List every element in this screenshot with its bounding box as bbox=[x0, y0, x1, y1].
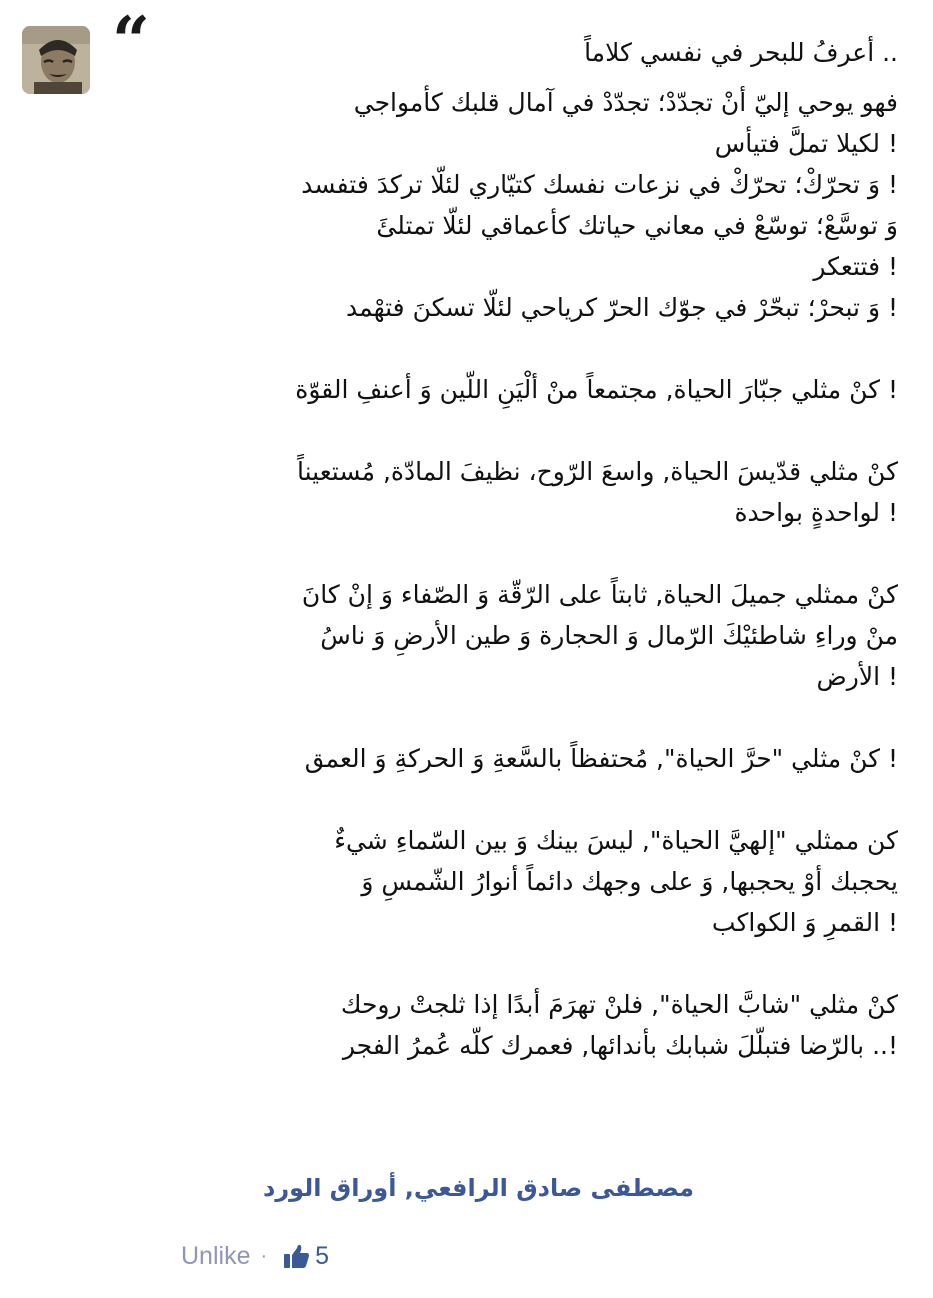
quote-body bbox=[160, 24, 898, 1066]
quote-line: منْ وراءِ شاطئيْكَ الرّمال وَ الحجارة وَ طين الأرضِ وَ ناسُ bbox=[320, 621, 898, 650]
quote-line: كن ممثلي "إلهيَّ الحياة", ليسَ بينك وَ بين السّماءِ شيءٌ bbox=[334, 826, 898, 855]
quote-paragraphs bbox=[160, 82, 898, 1066]
attribution-link[interactable]: مصطفى صادق الرافعي, أوراق الورد bbox=[263, 1174, 694, 1202]
quote-line: يحجبك أوْ يحجبها, وَ على وجهك دائماً أنوارُ الشّمسِ وَ bbox=[361, 867, 898, 896]
quote-paragraph bbox=[160, 738, 898, 779]
quote-line: !.. بالرّضا فتبلّلَ شبابك بأندائها, فعمرك كلّه عُمرُ الفجر bbox=[342, 1031, 898, 1060]
paragraph-gap bbox=[160, 328, 898, 369]
paragraph-gap bbox=[160, 697, 898, 738]
paragraph-gap bbox=[160, 410, 898, 451]
paragraph-gap bbox=[160, 779, 898, 820]
quote-line: ! وَ تبحرْ؛ تبحّرْ في جوّك الحرّ كرياحي لئلّا تسكنَ فتهْمد bbox=[346, 293, 898, 322]
action-separator: · bbox=[260, 1244, 268, 1267]
unlike-button[interactable]: Unlike bbox=[181, 1241, 251, 1270]
quote-paragraph bbox=[160, 369, 898, 410]
avatar[interactable] bbox=[22, 26, 90, 94]
quote-line: ! لواحدةٍ بواحدة bbox=[734, 498, 898, 527]
quote-line: ! لكيلا تملَّ فتيأس bbox=[714, 129, 898, 158]
thumbs-up-icon bbox=[281, 1241, 311, 1271]
paragraph-gap bbox=[160, 533, 898, 574]
quote-line: كنْ مثلي "شابَّ الحياة", فلنْ تهرَمَ أبدًا إذا ثلجتْ روحك bbox=[340, 990, 898, 1019]
quote-line: ! وَ تحرّكْ؛ تحرّكْ في نزعات نفسك كتيّاري لئلّا تركدَ فتفسد bbox=[301, 170, 898, 199]
quote-paragraph bbox=[160, 820, 898, 943]
quote-paragraph bbox=[160, 574, 898, 697]
quote-line: ! كنْ مثلي جبّارَ الحياة, مجتمعاً منْ ألْيَنِ اللّين وَ أعنفِ القوّة bbox=[295, 375, 898, 404]
quote-line: كنْ مثلي قدّيسَ الحياة, واسعَ الرّوح، نظيفَ المادّة, مُستعيناً bbox=[297, 457, 898, 486]
quote-line: ! القمرِ وَ الكواكب bbox=[711, 908, 898, 937]
quote-paragraph bbox=[160, 984, 898, 1066]
quote-line: ! كنْ مثلي "حرَّ الحياة", مُحتفظاً بالسَّعةِ وَ الحركةِ وَ العمق bbox=[304, 744, 898, 773]
quote-line: كنْ ممثلي جميلَ الحياة, ثابتاً على الرّقّة وَ الصّفاء وَ إنْ كانَ bbox=[301, 580, 898, 609]
post-actions bbox=[181, 1234, 329, 1278]
like-count-button[interactable] bbox=[281, 1241, 329, 1271]
quote-line: فهو يوحي إليّ أنْ تجدّدْ؛ تجدّدْ في آمال قلبك كأمواجي bbox=[353, 88, 898, 117]
profile-photo-icon bbox=[22, 26, 90, 94]
quote-paragraph bbox=[160, 451, 898, 533]
paragraph-gap bbox=[160, 943, 898, 984]
quote-mark-icon: “ bbox=[112, 2, 150, 80]
quote-line: وَ توسَّعْ؛ توسّعْ في معاني حياتك كأعماقي لئلّا تمتلئَ bbox=[376, 211, 898, 240]
quote-line: ! الأرض bbox=[816, 662, 898, 691]
quote-intro: .. أعرفُ للبحر في نفسي كلاماً bbox=[584, 38, 898, 67]
quote-paragraph bbox=[160, 82, 898, 328]
quote-line: ! فتتعكر bbox=[813, 252, 898, 281]
like-count: 5 bbox=[315, 1241, 330, 1270]
